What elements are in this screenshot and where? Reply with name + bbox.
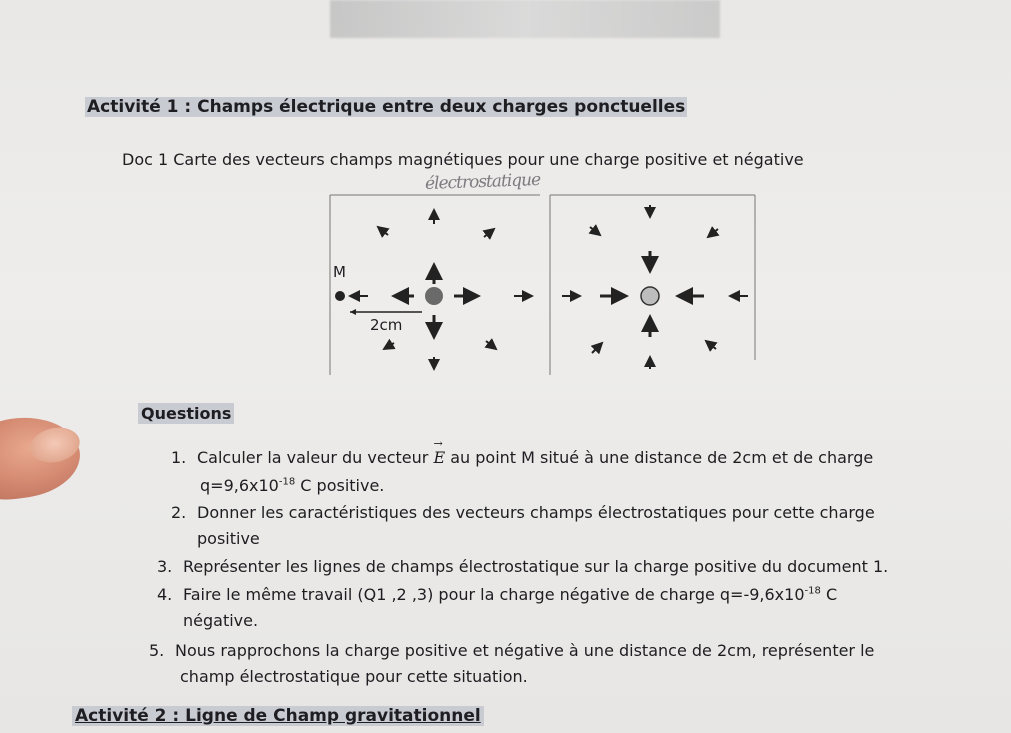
question-5: 5. Nous rapprochons la charge positive et négative à une distance de 2cm, représenter le: [149, 641, 875, 660]
activity1-title: Activité 1 : Champs électrique entre deux charges ponctuelles: [87, 97, 686, 117]
question-2: 2. Donner les caractéristiques des vecteurs champs électrostatiques pour cette charge: [171, 503, 875, 522]
question-3: 3. Représenter les lignes de champs électrostatique sur la charge positive du document 1.: [157, 557, 889, 576]
question-4-cont: négative.: [183, 611, 259, 630]
question-2-cont: positive: [197, 529, 260, 548]
question-5-cont: champ électrostatique pour cette situation.: [180, 667, 528, 686]
question-4: 4. Faire le même travail (Q1 ,2 ,3) pour la charge négative de charge $q=-9,6x10^{-18}$ C: [157, 585, 838, 604]
doc1-caption: Doc 1 Carte des vecteurs champs magnétiques pour une charge positive et négative: [122, 150, 804, 169]
question-1: 1. Calculer la valeur du vecteur → E au point M situé à une distance de 2cm et de charge: [171, 448, 873, 467]
distance-label: 2cm: [370, 316, 403, 334]
negative-charge: [641, 287, 659, 305]
vector-e-symbol: → E: [433, 448, 445, 467]
question-1-cont: $q=9,6x10^{-18}$ C positive.: [200, 476, 385, 495]
positive-charge: [425, 287, 443, 305]
handwritten-note: électrostatique: [424, 169, 541, 195]
field-vector-diagram: [310, 185, 770, 385]
negative-charge-panel: [550, 195, 755, 375]
questions-heading: Questions: [138, 403, 234, 424]
positive-charge-panel: [330, 195, 540, 375]
activity2-title: Activité 2 : Ligne de Champ gravitationnel: [72, 706, 484, 726]
point-m-label: M: [333, 263, 346, 281]
photo-top-background: [330, 0, 720, 38]
point-m: [335, 291, 345, 301]
